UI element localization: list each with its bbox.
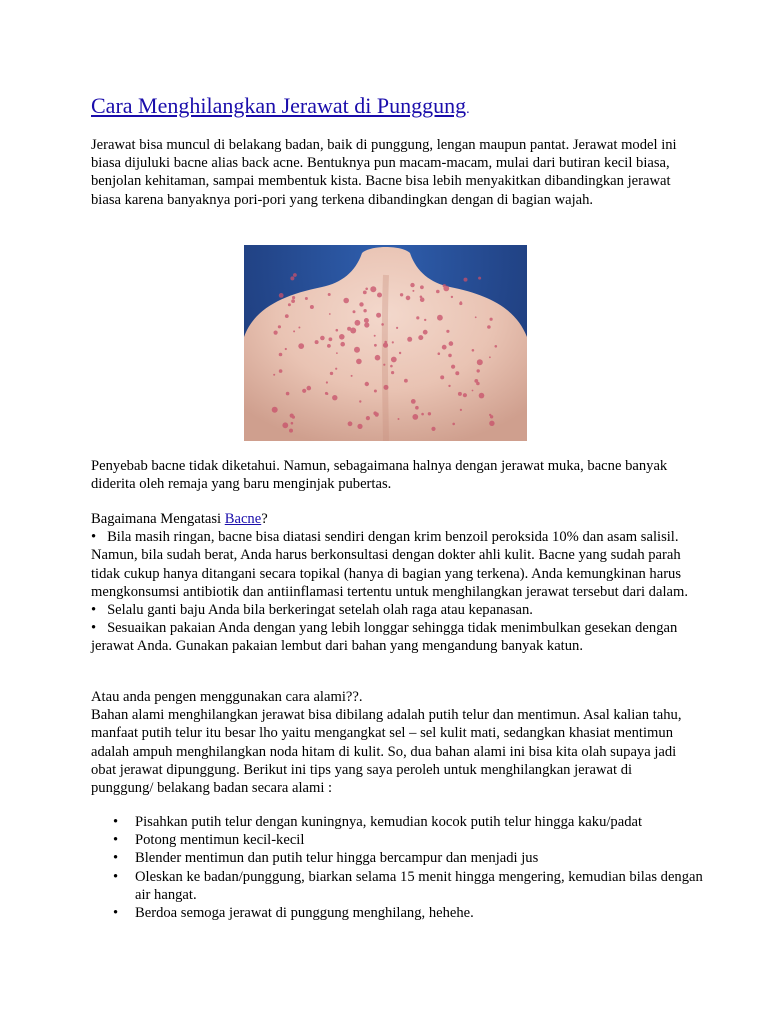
acne-spot — [421, 413, 424, 416]
acne-spot — [340, 342, 345, 347]
natural-section — [91, 688, 691, 797]
acne-spot — [286, 392, 290, 396]
acne-spot — [443, 286, 449, 292]
spine-shadow — [385, 275, 386, 441]
acne-spot — [357, 424, 362, 429]
acne-spot — [356, 359, 362, 365]
list-item — [91, 904, 711, 922]
acne-spot — [328, 293, 331, 296]
acne-spot — [336, 352, 338, 354]
bacne-link[interactable]: Bacne — [224, 511, 262, 527]
tip-item — [91, 619, 691, 655]
acne-spot — [449, 341, 454, 346]
treatment-heading — [91, 510, 691, 528]
natural-question: Atau anda pengen menggunakan cara alami??. — [91, 689, 363, 705]
acne-spot — [412, 414, 418, 420]
acne-spot — [272, 407, 278, 413]
acne-spot — [455, 371, 459, 375]
acne-spot — [365, 288, 368, 291]
acne-spot — [460, 409, 462, 411]
acne-spot — [310, 305, 314, 309]
acne-spot — [424, 319, 426, 321]
acne-spot — [320, 336, 325, 341]
acne-spot — [325, 392, 328, 395]
acne-spot — [411, 399, 416, 404]
acne-spot — [288, 303, 291, 306]
acne-spot — [448, 385, 450, 387]
intro-paragraph: Jerawat bisa muncul di belakang badan, baik di punggung, lengan maupun pantat. Jerawat model ini biasa dijuluki bacne alias back acne. Bentuknya pun macam-macam, mulai dari butiran kecil biasa, benjolan kehitaman, sampai membentuk kista. Bacne bisa lebih menyakitkan dibandingkan jerawat biasa karena banyaknya pori-pori yang terkena dibandingkan dengan di bagian wajah. — [91, 137, 677, 208]
back-acne-illustration — [244, 245, 527, 441]
acne-spot — [384, 385, 389, 390]
acne-spot — [285, 314, 289, 318]
acne-spot — [489, 356, 491, 358]
list-bullet: • — [113, 832, 119, 849]
acne-spot — [472, 349, 475, 352]
acne-spot — [392, 341, 394, 343]
acne-spot — [391, 371, 394, 374]
acne-spot — [406, 296, 411, 301]
acne-spot — [377, 413, 379, 415]
acne-spot — [391, 357, 397, 363]
acne-spot — [293, 273, 297, 277]
acne-spot — [290, 276, 294, 280]
acne-spot — [495, 345, 498, 348]
acne-spot — [332, 395, 337, 400]
acne-spot — [278, 325, 281, 328]
title-link[interactable]: Cara Menghilangkan Jerawat di Punggung — [91, 93, 467, 118]
acne-spot — [475, 316, 477, 318]
acne-spot — [476, 382, 480, 386]
acne-spot — [359, 400, 361, 402]
acne-spot — [375, 355, 381, 361]
acne-spot — [354, 347, 360, 353]
acne-spot — [478, 277, 481, 280]
list-item-text: Potong mentimun kecil-kecil — [135, 832, 305, 849]
acne-spot — [416, 316, 419, 319]
acne-spot — [463, 393, 467, 397]
list-bullet: • — [113, 868, 119, 885]
tip-item — [91, 601, 691, 619]
acne-spot — [452, 423, 455, 426]
acne-spot — [364, 322, 369, 327]
back-acne-photo — [244, 245, 527, 441]
acne-spot — [477, 369, 480, 372]
acne-spot — [381, 323, 384, 326]
list-item — [91, 868, 711, 904]
acne-spot — [489, 421, 494, 426]
acne-spot — [292, 296, 295, 299]
acne-spot — [348, 421, 353, 426]
acne-spot — [282, 422, 288, 428]
list-item — [91, 813, 711, 831]
acne-spot — [305, 297, 308, 300]
acne-spot — [330, 372, 333, 375]
acne-spot — [384, 341, 387, 344]
acne-spot — [412, 290, 414, 292]
acne-spot — [383, 364, 385, 366]
acne-spot — [431, 427, 435, 431]
list-item — [91, 849, 711, 867]
acne-spot — [339, 334, 345, 340]
acne-spot — [350, 328, 356, 334]
acne-spot — [366, 416, 370, 420]
acne-spot — [329, 313, 331, 315]
acne-spot — [420, 297, 425, 302]
title-suffix: . — [466, 102, 470, 117]
acne-spot — [458, 392, 462, 396]
acne-spot — [363, 291, 367, 295]
acne-spot — [285, 348, 287, 350]
acne-spot — [370, 286, 376, 292]
tip-text: Bila masih ringan, bacne bisa diatasi sendiri dengan krim benzoil peroksida 10% dan asam salisil. Namun, bila sudah berat, Anda harus berkonsultasi dengan dokter ahli kulit. Bacne yang sudah parah tidak cukup hanya ditangani secara topikal (hanya di bagian yang terkena). Anda kemungkinan harus mengkonsumsi antibiotik dan antiinflamasi tertentu untuk menghilangkan jerawat tersebut dari dalam. — [91, 529, 688, 600]
list-item-text: Berdoa semoga jerawat di punggung menghilang, hehehe. — [135, 905, 474, 922]
list-bullet: • — [113, 905, 119, 922]
acne-spot — [365, 382, 369, 386]
acne-spot — [307, 386, 312, 391]
natural-steps-list — [91, 813, 711, 922]
acne-spot — [327, 344, 331, 348]
acne-spot — [373, 411, 377, 415]
acne-spot — [440, 375, 444, 379]
acne-spot — [374, 335, 376, 337]
acne-spot — [438, 352, 441, 355]
acne-spot — [399, 352, 401, 354]
tip-bullet: • — [91, 529, 97, 546]
acne-spot — [420, 285, 424, 289]
tip-item — [91, 528, 691, 601]
acne-spot — [487, 325, 491, 329]
acne-spot — [343, 298, 349, 304]
page-title — [91, 92, 470, 124]
acne-spot — [464, 278, 468, 282]
acne-spot — [398, 418, 400, 420]
acne-spot — [302, 389, 306, 393]
acne-spot — [292, 416, 295, 419]
tip-text: Selalu ganti baju Anda bila berkeringat setelah olah raga atau kepanasan. — [107, 602, 533, 619]
treatment-heading-prefix: Bagaimana Mengatasi — [91, 511, 225, 527]
acne-spot — [404, 379, 408, 383]
acne-spot — [477, 359, 483, 365]
acne-spot — [298, 327, 300, 329]
acne-spot — [472, 390, 474, 392]
cause-paragraph: Penyebab bacne tidak diketahui. Namun, sebagaimana halnya dengan jerawat muka, bacne banyak diderita oleh remaja yang baru menginjak pubertas. — [91, 458, 668, 493]
acne-spot — [390, 365, 393, 368]
acne-spot — [279, 293, 284, 298]
acne-spot — [279, 369, 283, 373]
acne-spot — [442, 345, 447, 350]
acne-spot — [374, 390, 377, 393]
acne-spot — [353, 310, 356, 313]
acne-spot — [289, 429, 293, 433]
tip-bullet: • — [91, 602, 97, 619]
list-item-text: Pisahkan putih telur dengan kuningnya, kemudian kocok putih telur hingga kaku/padat — [135, 814, 643, 830]
acne-spot — [436, 290, 440, 294]
list-bullet: • — [113, 814, 119, 830]
acne-spot — [437, 315, 443, 321]
acne-spot — [336, 329, 339, 332]
acne-spot — [359, 302, 363, 306]
acne-spot — [298, 343, 304, 349]
acne-spot — [376, 313, 381, 318]
natural-text: Bahan alami menghilangkan jerawat bisa dibilang adalah putih telur dan mentimun. Asal kalian tahu, manfaat putih telur itu besar lho yaitu mengangkat sel – sel kulit mati, sedangkan khasiat mentimun adalah ampuh menghilangkan noda hitam di kulit. So, dua bahan alami ini bisa kita olah supaya jadi obat jerawat dipunggung. Berikut ini tips yang saya peroleh untuk menghilangkan jerawat di punggung/ belakang badan secara alami : — [91, 707, 682, 797]
acne-spot — [374, 344, 377, 347]
list-item — [91, 831, 711, 849]
acne-spot — [479, 393, 485, 399]
list-bullet: • — [113, 850, 119, 867]
acne-spot — [451, 365, 455, 369]
acne-spot — [355, 320, 361, 326]
acne-spot — [400, 293, 403, 296]
list-item-text: Blender mentimun dan putih telur hingga bercampur dan menjadi jus — [135, 850, 539, 867]
acne-spot — [428, 412, 431, 415]
acne-spot — [351, 375, 353, 377]
acne-spot — [490, 318, 493, 321]
acne-spot — [279, 353, 283, 357]
acne-spot — [423, 330, 428, 335]
acne-spot — [291, 422, 294, 425]
acne-spot — [489, 414, 491, 416]
acne-spot — [273, 374, 275, 376]
acne-spot — [363, 309, 366, 312]
acne-spot — [335, 368, 337, 370]
acne-spot — [326, 381, 328, 383]
acne-spot — [274, 331, 278, 335]
acne-spot — [364, 318, 369, 323]
acne-spot — [410, 283, 414, 287]
acne-spot — [329, 337, 333, 341]
acne-spot — [291, 299, 295, 303]
acne-spot — [459, 302, 462, 305]
list-item-text: Oleskan ke badan/punggung, biarkan selama 15 menit hingga mengering, kemudian bilas dengan air hangat. — [135, 868, 703, 903]
acne-spot — [446, 330, 449, 333]
acne-spot — [415, 406, 419, 410]
tip-text: Sesuaikan pakaian Anda dengan yang lebih longgar sehingga tidak menimbulkan gesekan dengan jerawat Anda. Gunakan pakaian lembut dari bahan yang mengandung banyak katun. — [91, 620, 678, 655]
acne-spot — [293, 330, 295, 332]
acne-spot — [448, 354, 452, 358]
tip-bullet: • — [91, 620, 97, 637]
acne-spot — [407, 337, 412, 342]
acne-spot — [377, 293, 382, 298]
treatment-section — [91, 510, 691, 656]
acne-spot — [396, 327, 398, 329]
acne-spot — [418, 335, 423, 340]
acne-spot — [451, 296, 453, 298]
acne-spot — [315, 340, 319, 344]
treatment-heading-suffix: ? — [261, 511, 268, 527]
